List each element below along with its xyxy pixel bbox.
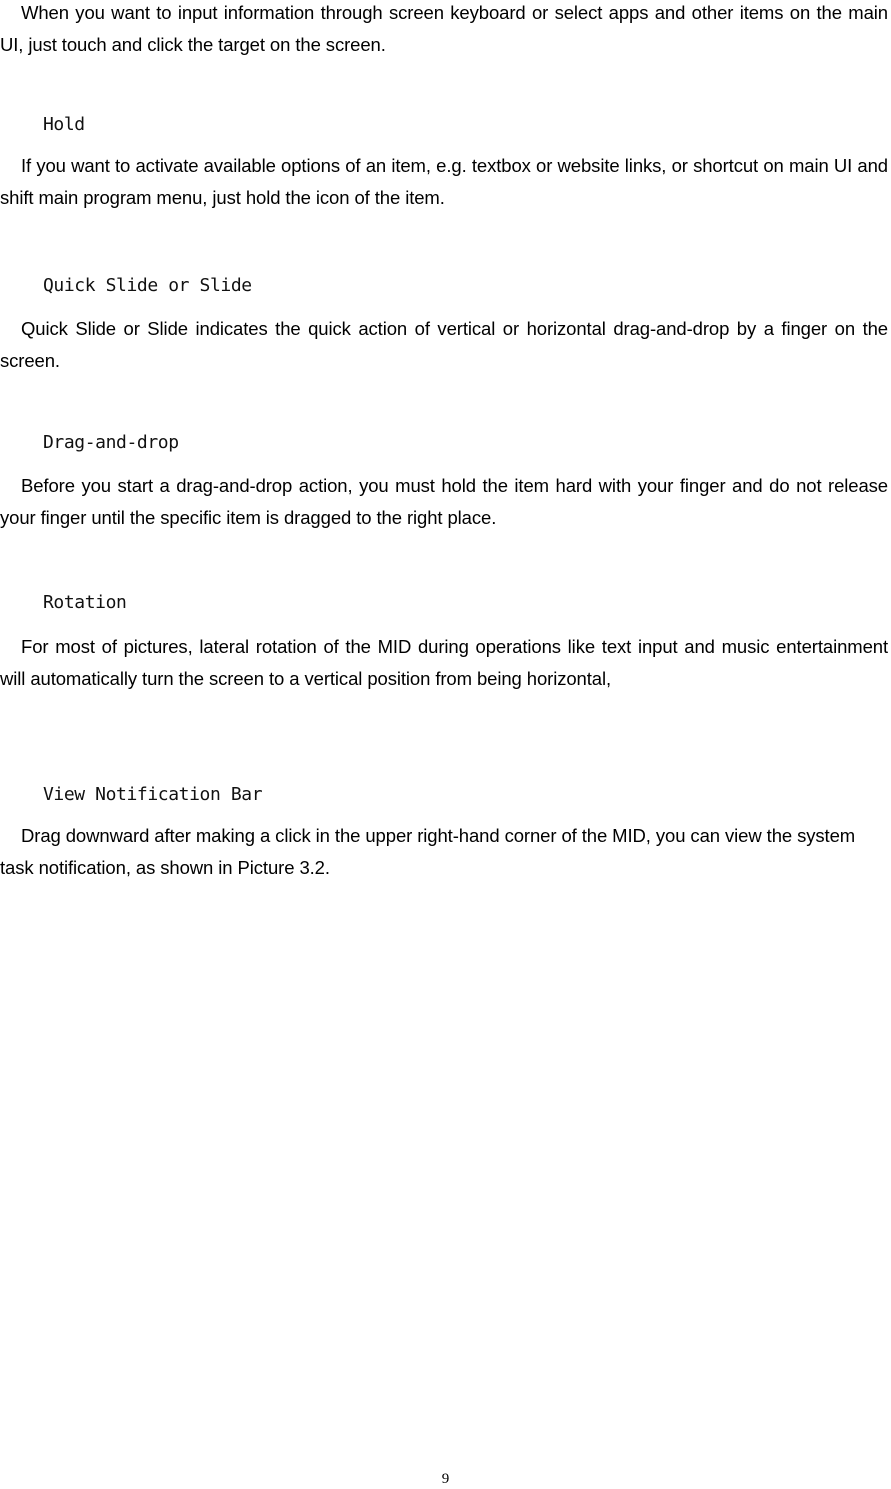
intro-paragraph: When you want to input information through screen keyboard or select apps and other items on the main UI, just touch and click the target on the screen. xyxy=(0,2,888,55)
page-number: 9 xyxy=(441,1471,450,1487)
section-body-quick-slide: Quick Slide or Slide indicates the quick action of vertical or horizontal drag-and-drop by a finger on the screen. xyxy=(0,318,888,371)
section-body-drag-and-drop: Before you start a drag-and-drop action, you must hold the item hard with your finger and do not release your finger until the specific item is dragged to the right place. xyxy=(0,475,888,528)
section-body-hold: If you want to activate available options of an item, e.g. textbox or website links, or shortcut on main UI and shift main program menu, just hold the icon of the item. xyxy=(0,155,888,208)
section-heading-notification-bar: View Notification Bar xyxy=(43,784,263,805)
section-heading-rotation: Rotation xyxy=(43,592,127,613)
section-heading-hold: Hold xyxy=(43,114,85,135)
section-heading-quick-slide: Quick Slide or Slide xyxy=(43,275,252,296)
section-body-rotation: For most of pictures, lateral rotation of the MID during operations like text input and music entertainment will automatically turn the screen to a vertical position from being horizontal, xyxy=(0,636,888,689)
section-heading-drag-and-drop: Drag-and-drop xyxy=(43,432,179,453)
section-body-notification-bar: Drag downward after making a click in the upper right-hand corner of the MID, you can view the system task notification, as shown in Picture 3.2. xyxy=(0,825,856,878)
